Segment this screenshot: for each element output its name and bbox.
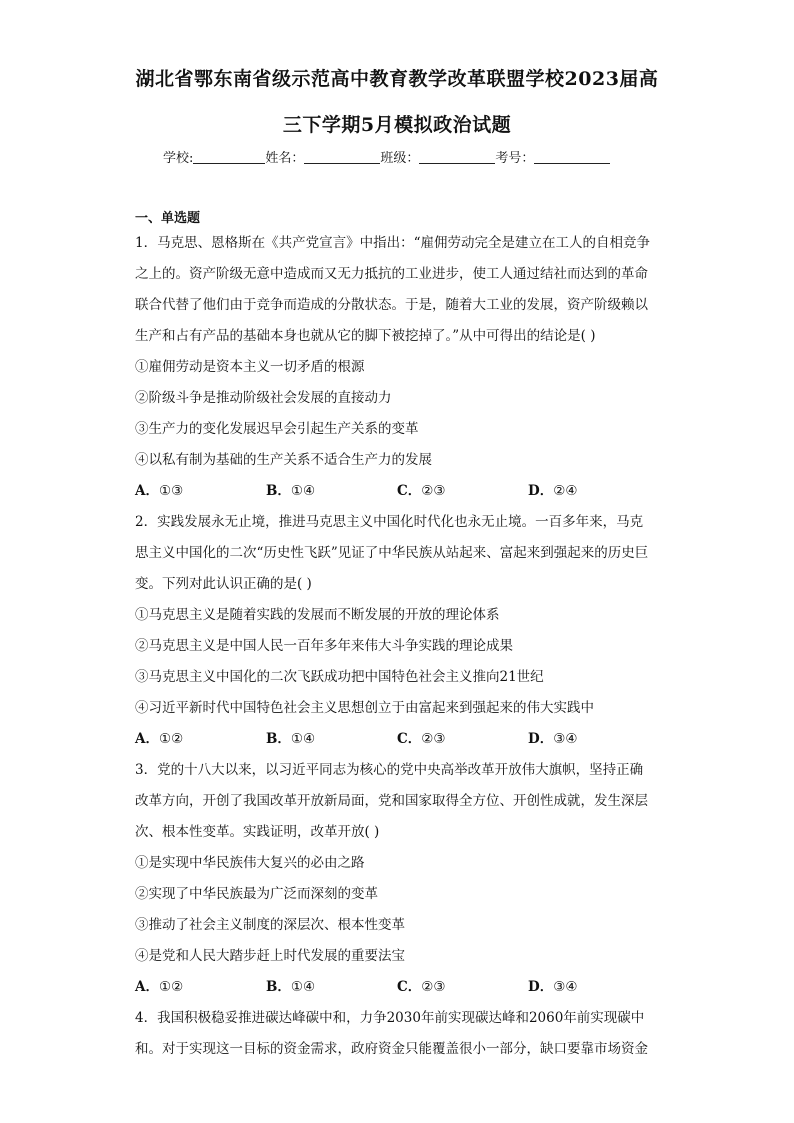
statement-item: ④以私有制为基础的生产关系不适合生产力的发展 bbox=[135, 452, 432, 468]
question-text-line: 思主义中国化的二次“历史性飞跃”见证了中华民族从站起来、富起来到强起来的历史巨 bbox=[135, 545, 649, 561]
option-text: ②④ bbox=[553, 483, 578, 499]
question-text-line: 联合代替了他们由于竞争而造成的分散状态。于是，随着大工业的发展，资产阶级赖以 bbox=[135, 297, 648, 313]
exam-number-label: 考号： bbox=[495, 151, 535, 166]
option-text: ①④ bbox=[290, 979, 316, 995]
statement-item: ③推动了社会主义制度的深层次、根本性变革 bbox=[135, 917, 405, 933]
question-text-line: 1．马克思、恩格斯在《共产党宣言》中指出：“雇佣劳动完全是建立在工人的自相竞争 bbox=[135, 235, 650, 251]
option-d[interactable] bbox=[528, 972, 659, 1003]
option-b[interactable] bbox=[266, 476, 397, 507]
section-title: 一、单选题 bbox=[135, 211, 201, 226]
question-2 bbox=[135, 507, 659, 755]
option-key: B． bbox=[266, 979, 291, 995]
option-a[interactable] bbox=[135, 972, 266, 1003]
statement-item: ③生产力的变化发展迟早会引起生产关系的变革 bbox=[135, 421, 419, 437]
question-text-line: 变。下列对此认识正确的是( ) bbox=[135, 576, 312, 592]
option-c[interactable] bbox=[397, 972, 528, 1003]
question-text-line: 3．党的十八大以来，以习近平同志为核心的党中央高举改革开放伟大旗帜，坚持正确 bbox=[135, 762, 644, 778]
class-label: 班级： bbox=[380, 151, 420, 166]
statement-item: ①是实现中华民族伟大复兴的必由之路 bbox=[135, 855, 365, 871]
answer-options bbox=[135, 724, 659, 755]
student-info-row bbox=[163, 147, 610, 166]
statement-item: ②实现了中华民族最为广泛而深刻的变革 bbox=[135, 886, 378, 902]
option-key: A． bbox=[135, 731, 159, 747]
school-blank[interactable] bbox=[193, 150, 265, 164]
option-text: ②③ bbox=[421, 731, 446, 747]
option-key: B． bbox=[266, 483, 291, 499]
statement-item: ②阶级斗争是推动阶级社会发展的直接动力 bbox=[135, 390, 392, 406]
question-text-line: 次、根本性变革。实践证明，改革开放( ) bbox=[135, 824, 380, 840]
option-key: A． bbox=[135, 483, 159, 499]
question-1 bbox=[135, 228, 659, 507]
option-c[interactable] bbox=[397, 476, 528, 507]
question-text-line: 之上的。资产阶级无意中造成而又无力抵抗的工业进步，使工人通过结社而达到的革命 bbox=[135, 266, 648, 282]
statement-item: ①雇佣劳动是资本主义一切矛盾的根源 bbox=[135, 359, 365, 375]
exam-title-line2: 三下学期5月模拟政治试题 bbox=[282, 114, 512, 136]
option-text: ③④ bbox=[553, 979, 578, 995]
option-text: ①② bbox=[158, 731, 184, 747]
statement-item: ①马克思主义是随着实践的发展而不断发展的开放的理论体系 bbox=[135, 607, 500, 623]
option-key: D． bbox=[528, 731, 554, 747]
question-text-line: 生产和占有产品的基础本身也就从它的脚下被挖掉了。”从中可得出的结论是( ) bbox=[135, 328, 596, 344]
option-key: C． bbox=[397, 483, 422, 499]
option-text: ①④ bbox=[290, 731, 316, 747]
option-text: ①④ bbox=[290, 483, 316, 499]
exam-title-line1: 湖北省鄂东南省级示范高中教育教学改革联盟学校2023届高 bbox=[135, 68, 659, 90]
option-text: ②③ bbox=[421, 483, 446, 499]
option-text: ③④ bbox=[553, 731, 578, 747]
option-text: ①③ bbox=[158, 483, 184, 499]
statement-item: ②马克思主义是中国人民一百年多年来伟大斗争实践的理论成果 bbox=[135, 638, 513, 654]
question-text-line: 和。对于实现这一目标的资金需求，政府资金只能覆盖很小一部分，缺口要靠市场资金 bbox=[135, 1041, 648, 1057]
option-key: D． bbox=[528, 979, 554, 995]
question-text-line: 4．我国积极稳妥推进碳达峰碳中和，力争2030年前实现碳达峰和2060年前实现碳中 bbox=[135, 1010, 645, 1026]
option-a[interactable] bbox=[135, 724, 266, 755]
question-4 bbox=[135, 1003, 659, 1065]
statement-item: ③马克思主义中国化的二次飞跃成功把中国特色社会主义推向21世纪 bbox=[135, 669, 544, 685]
answer-options bbox=[135, 476, 659, 507]
option-d[interactable] bbox=[528, 724, 659, 755]
option-key: C． bbox=[397, 731, 422, 747]
statement-item: ④是党和人民大踏步赶上时代发展的重要法宝 bbox=[135, 948, 405, 964]
question-text-line: 改革方向，开创了我国改革开放新局面，党和国家取得全方位、开创性成就，发生深层 bbox=[135, 793, 648, 809]
option-key: A． bbox=[135, 979, 159, 995]
option-text: ①② bbox=[158, 979, 184, 995]
question-text-line: 2．实践发展永无止境，推进马克思主义中国化时代化也永无止境。一百多年来，马克 bbox=[135, 514, 644, 530]
option-b[interactable] bbox=[266, 972, 397, 1003]
answer-options bbox=[135, 972, 659, 1003]
class-blank[interactable] bbox=[419, 150, 495, 164]
option-key: D． bbox=[528, 483, 554, 499]
school-label: 学校: bbox=[163, 151, 194, 166]
question-3 bbox=[135, 755, 659, 1003]
exam-number-blank[interactable] bbox=[534, 150, 610, 164]
option-text: ②③ bbox=[421, 979, 446, 995]
statement-item: ④习近平新时代中国特色社会主义思想创立于由富起来到强起来的伟大实践中 bbox=[135, 700, 594, 716]
name-label: 姓名： bbox=[265, 151, 305, 166]
option-key: C． bbox=[397, 979, 422, 995]
option-d[interactable] bbox=[528, 476, 659, 507]
name-blank[interactable] bbox=[304, 150, 380, 164]
option-key: B． bbox=[266, 731, 291, 747]
option-b[interactable] bbox=[266, 724, 397, 755]
option-c[interactable] bbox=[397, 724, 528, 755]
option-a[interactable] bbox=[135, 476, 266, 507]
